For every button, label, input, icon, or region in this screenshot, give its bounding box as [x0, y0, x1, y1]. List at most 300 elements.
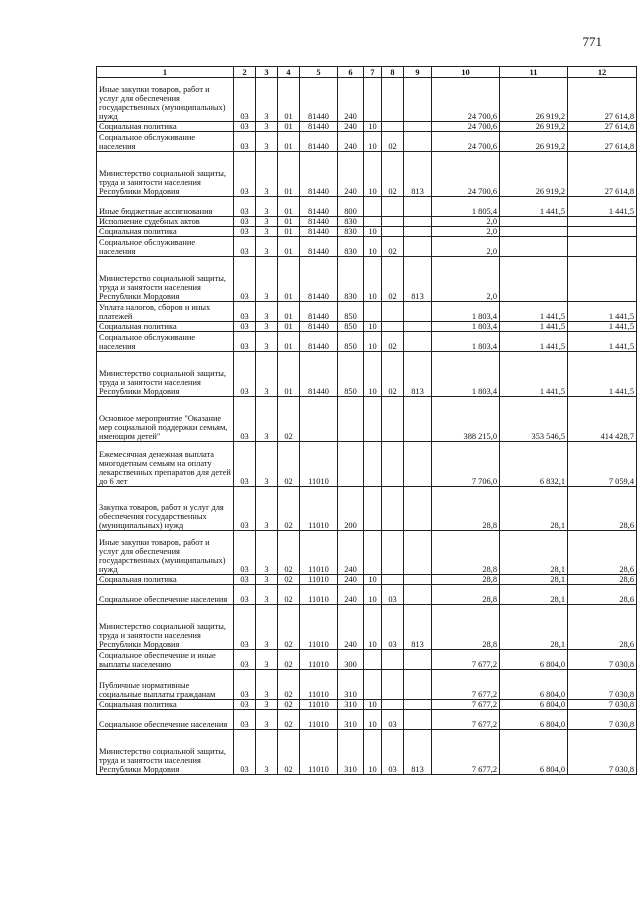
code-col6-cell: 240 [338, 122, 364, 132]
code-col6-cell: 310 [338, 710, 364, 730]
table-row [97, 78, 637, 122]
code-col9-cell [404, 78, 432, 122]
code-col7-cell: 10 [364, 352, 382, 397]
code-col5-cell: 11010 [300, 575, 338, 585]
code-col9-cell [404, 670, 432, 700]
table-row [97, 442, 637, 487]
code-col3-cell: 3 [256, 650, 278, 670]
amount-col11-cell: 6 804,0 [500, 650, 568, 670]
code-col6-cell: 830 [338, 227, 364, 237]
code-col9-cell [404, 575, 432, 585]
code-col4-cell: 02 [278, 487, 300, 531]
code-col3-cell: 3 [256, 710, 278, 730]
code-col5-cell: 81440 [300, 302, 338, 322]
table-row [97, 352, 637, 397]
table-row [97, 302, 637, 322]
code-col8-cell: 02 [382, 237, 404, 257]
column-header: 3 [256, 67, 278, 78]
column-header: 8 [382, 67, 404, 78]
code-col5-cell: 81440 [300, 197, 338, 217]
code-col2-cell: 03 [234, 332, 256, 352]
row-name-cell: Уплата налогов, сборов и иных платежей [97, 302, 234, 322]
code-col9-cell [404, 710, 432, 730]
amount-col12-cell [568, 227, 637, 237]
amount-col12-cell [568, 237, 637, 257]
code-col9-cell [404, 237, 432, 257]
code-col4-cell: 01 [278, 122, 300, 132]
amount-col11-cell: 28,1 [500, 605, 568, 650]
code-col5-cell: 81440 [300, 237, 338, 257]
amount-col12-cell: 1 441,5 [568, 302, 637, 322]
table-row [97, 197, 637, 217]
table-row [97, 585, 637, 605]
code-col3-cell: 3 [256, 78, 278, 122]
amount-col12-cell: 28,6 [568, 605, 637, 650]
code-col4-cell: 02 [278, 670, 300, 700]
table-row [97, 227, 637, 237]
column-header: 7 [364, 67, 382, 78]
amount-col12-cell: 7 030,8 [568, 670, 637, 700]
code-col4-cell: 02 [278, 700, 300, 710]
column-header: 10 [432, 67, 500, 78]
code-col4-cell: 02 [278, 605, 300, 650]
code-col9-cell [404, 397, 432, 442]
amount-col11-cell: 26 919,2 [500, 132, 568, 152]
code-col3-cell: 3 [256, 237, 278, 257]
code-col7-cell: 10 [364, 332, 382, 352]
code-col6-cell: 850 [338, 352, 364, 397]
code-col3-cell: 3 [256, 227, 278, 237]
code-col8-cell [382, 575, 404, 585]
code-col4-cell: 02 [278, 585, 300, 605]
column-header: 4 [278, 67, 300, 78]
code-col5-cell: 11010 [300, 605, 338, 650]
amount-col12-cell: 1 441,5 [568, 322, 637, 332]
code-col9-cell [404, 217, 432, 227]
code-col4-cell: 02 [278, 730, 300, 775]
column-header: 11 [500, 67, 568, 78]
amount-col10-cell: 24 700,6 [432, 122, 500, 132]
code-col8-cell [382, 700, 404, 710]
code-col7-cell [364, 78, 382, 122]
code-col4-cell: 02 [278, 397, 300, 442]
code-col7-cell [364, 302, 382, 322]
amount-col11-cell: 26 919,2 [500, 78, 568, 122]
code-col2-cell: 03 [234, 650, 256, 670]
code-col4-cell: 01 [278, 237, 300, 257]
table-row [97, 332, 637, 352]
code-col8-cell: 02 [382, 352, 404, 397]
code-col9-cell: 813 [404, 605, 432, 650]
code-col7-cell: 10 [364, 700, 382, 710]
code-col9-cell [404, 700, 432, 710]
amount-col12-cell: 414 428,7 [568, 397, 637, 442]
code-col9-cell: 813 [404, 257, 432, 302]
code-col4-cell: 02 [278, 650, 300, 670]
amount-col11-cell [500, 257, 568, 302]
code-col3-cell: 3 [256, 605, 278, 650]
table-row [97, 132, 637, 152]
code-col8-cell [382, 442, 404, 487]
amount-col12-cell: 28,6 [568, 487, 637, 531]
code-col2-cell: 03 [234, 605, 256, 650]
code-col6-cell: 200 [338, 487, 364, 531]
code-col9-cell [404, 132, 432, 152]
amount-col11-cell [500, 227, 568, 237]
amount-col10-cell: 1 803,4 [432, 352, 500, 397]
code-col8-cell: 03 [382, 730, 404, 775]
code-col8-cell [382, 78, 404, 122]
amount-col10-cell: 1 803,4 [432, 302, 500, 322]
row-name-cell: Основное мероприятие "Оказание мер социальной поддержки семьям, имеющим детей" [97, 397, 234, 442]
table-body [97, 78, 637, 775]
code-col6-cell: 240 [338, 152, 364, 197]
amount-col11-cell: 28,1 [500, 487, 568, 531]
amount-col11-cell: 1 441,5 [500, 302, 568, 322]
code-col6-cell: 240 [338, 78, 364, 122]
amount-col12-cell [568, 257, 637, 302]
code-col5-cell: 11010 [300, 650, 338, 670]
table-row [97, 122, 637, 132]
code-col6-cell: 240 [338, 605, 364, 650]
code-col7-cell: 10 [364, 237, 382, 257]
amount-col10-cell: 7 677,2 [432, 700, 500, 710]
table-row [97, 397, 637, 442]
row-name-cell: Иные закупки товаров, работ и услуг для обеспечения государственных (муниципальных) нужд [97, 78, 234, 122]
code-col3-cell: 3 [256, 700, 278, 710]
code-col4-cell: 01 [278, 332, 300, 352]
amount-col11-cell: 6 804,0 [500, 710, 568, 730]
amount-col11-cell: 1 441,5 [500, 332, 568, 352]
code-col9-cell [404, 322, 432, 332]
amount-col12-cell: 1 441,5 [568, 332, 637, 352]
code-col4-cell: 02 [278, 710, 300, 730]
code-col8-cell [382, 531, 404, 575]
code-col7-cell [364, 217, 382, 227]
amount-col12-cell: 28,6 [568, 575, 637, 585]
code-col9-cell [404, 487, 432, 531]
row-name-cell: Министерство социальной защиты, труда и занятости населения Республики Мордовия [97, 352, 234, 397]
code-col7-cell [364, 487, 382, 531]
code-col7-cell: 10 [364, 585, 382, 605]
code-col2-cell: 03 [234, 227, 256, 237]
code-col4-cell: 01 [278, 302, 300, 322]
amount-col11-cell: 6 832,1 [500, 442, 568, 487]
code-col7-cell: 10 [364, 227, 382, 237]
row-name-cell: Министерство социальной защиты, труда и занятости населения Республики Мордовия [97, 152, 234, 197]
amount-col10-cell: 7 677,2 [432, 730, 500, 775]
code-col3-cell: 3 [256, 487, 278, 531]
amount-col10-cell: 2,0 [432, 237, 500, 257]
row-name-cell: Социальное обслуживание населения [97, 132, 234, 152]
column-header: 1 [97, 67, 234, 78]
table-row [97, 710, 637, 730]
amount-col10-cell: 1 803,4 [432, 332, 500, 352]
code-col5-cell: 81440 [300, 152, 338, 197]
code-col9-cell [404, 442, 432, 487]
code-col2-cell: 03 [234, 585, 256, 605]
column-header: 2 [234, 67, 256, 78]
code-col5-cell: 11010 [300, 585, 338, 605]
code-col3-cell: 3 [256, 575, 278, 585]
column-header: 6 [338, 67, 364, 78]
code-col5-cell: 81440 [300, 257, 338, 302]
code-col7-cell: 10 [364, 710, 382, 730]
code-col5-cell: 11010 [300, 487, 338, 531]
code-col7-cell [364, 442, 382, 487]
code-col7-cell [364, 650, 382, 670]
code-col4-cell: 01 [278, 152, 300, 197]
table-row [97, 322, 637, 332]
code-col7-cell [364, 531, 382, 575]
row-name-cell: Социальная политика [97, 227, 234, 237]
amount-col11-cell: 1 441,5 [500, 322, 568, 332]
code-col8-cell [382, 217, 404, 227]
code-col8-cell [382, 397, 404, 442]
amount-col10-cell: 7 677,2 [432, 650, 500, 670]
code-col3-cell: 3 [256, 332, 278, 352]
code-col6-cell: 240 [338, 531, 364, 575]
code-col5-cell: 11010 [300, 442, 338, 487]
amount-col10-cell: 24 700,6 [432, 132, 500, 152]
code-col6-cell [338, 397, 364, 442]
code-col5-cell: 81440 [300, 332, 338, 352]
code-col7-cell: 10 [364, 605, 382, 650]
amount-col12-cell: 28,6 [568, 585, 637, 605]
code-col6-cell: 310 [338, 670, 364, 700]
code-col4-cell: 01 [278, 78, 300, 122]
code-col6-cell: 830 [338, 257, 364, 302]
code-col4-cell: 02 [278, 575, 300, 585]
code-col6-cell: 310 [338, 730, 364, 775]
code-col7-cell: 10 [364, 730, 382, 775]
amount-col10-cell: 28,8 [432, 605, 500, 650]
code-col4-cell: 01 [278, 227, 300, 237]
row-name-cell: Социальная политика [97, 122, 234, 132]
amount-col11-cell [500, 217, 568, 227]
code-col3-cell: 3 [256, 442, 278, 487]
code-col2-cell: 03 [234, 575, 256, 585]
amount-col10-cell: 7 677,2 [432, 670, 500, 700]
code-col3-cell: 3 [256, 122, 278, 132]
code-col9-cell [404, 227, 432, 237]
amount-col11-cell: 1 441,5 [500, 352, 568, 397]
code-col5-cell: 81440 [300, 132, 338, 152]
code-col5-cell: 81440 [300, 217, 338, 227]
code-col4-cell: 01 [278, 322, 300, 332]
row-name-cell: Социальное обеспечение и иные выплаты населению [97, 650, 234, 670]
amount-col10-cell: 388 215,0 [432, 397, 500, 442]
table-header-row [97, 67, 637, 78]
amount-col10-cell: 28,8 [432, 487, 500, 531]
code-col5-cell: 11010 [300, 710, 338, 730]
row-name-cell: Публичные нормативные социальные выплаты гражданам [97, 670, 234, 700]
code-col6-cell: 240 [338, 132, 364, 152]
row-name-cell: Социальное обеспечение населения [97, 585, 234, 605]
code-col2-cell: 03 [234, 257, 256, 302]
code-col8-cell [382, 322, 404, 332]
code-col5-cell: 81440 [300, 322, 338, 332]
code-col5-cell: 81440 [300, 122, 338, 132]
amount-col12-cell: 28,6 [568, 531, 637, 575]
code-col9-cell [404, 585, 432, 605]
table-row [97, 575, 637, 585]
code-col5-cell: 81440 [300, 78, 338, 122]
code-col4-cell: 01 [278, 217, 300, 227]
amount-col11-cell: 28,1 [500, 575, 568, 585]
code-col6-cell: 300 [338, 650, 364, 670]
table-row [97, 700, 637, 710]
code-col8-cell [382, 302, 404, 322]
amount-col10-cell: 2,0 [432, 257, 500, 302]
code-col8-cell [382, 122, 404, 132]
column-header: 5 [300, 67, 338, 78]
row-name-cell: Социальная политика [97, 700, 234, 710]
code-col6-cell: 850 [338, 332, 364, 352]
amount-col10-cell: 1 803,4 [432, 322, 500, 332]
amount-col10-cell: 28,8 [432, 575, 500, 585]
amount-col12-cell: 1 441,5 [568, 352, 637, 397]
code-col7-cell: 10 [364, 152, 382, 197]
amount-col11-cell: 28,1 [500, 531, 568, 575]
code-col2-cell: 03 [234, 710, 256, 730]
amount-col12-cell: 7 030,8 [568, 730, 637, 775]
code-col8-cell: 03 [382, 585, 404, 605]
code-col9-cell [404, 122, 432, 132]
amount-col12-cell: 7 030,8 [568, 710, 637, 730]
code-col9-cell [404, 197, 432, 217]
row-name-cell: Социальная политика [97, 575, 234, 585]
code-col6-cell: 850 [338, 322, 364, 332]
page-number: 771 [582, 34, 602, 49]
table-row [97, 237, 637, 257]
code-col6-cell [338, 442, 364, 487]
row-name-cell: Исполнение судебных актов [97, 217, 234, 227]
table-row [97, 605, 637, 650]
code-col6-cell: 830 [338, 237, 364, 257]
code-col4-cell: 02 [278, 531, 300, 575]
code-col8-cell [382, 197, 404, 217]
row-name-cell: Социальное обеспечение населения [97, 710, 234, 730]
code-col2-cell: 03 [234, 442, 256, 487]
amount-col11-cell: 26 919,2 [500, 152, 568, 197]
amount-col11-cell: 26 919,2 [500, 122, 568, 132]
code-col2-cell: 03 [234, 700, 256, 710]
amount-col12-cell: 27 614,8 [568, 152, 637, 197]
code-col9-cell [404, 531, 432, 575]
code-col2-cell: 03 [234, 78, 256, 122]
amount-col11-cell: 6 804,0 [500, 700, 568, 710]
row-name-cell: Министерство социальной защиты, труда и занятости населения Республики Мордовия [97, 605, 234, 650]
code-col2-cell: 03 [234, 302, 256, 322]
code-col5-cell: 81440 [300, 352, 338, 397]
code-col8-cell [382, 670, 404, 700]
code-col3-cell: 3 [256, 670, 278, 700]
table-row [97, 257, 637, 302]
code-col8-cell [382, 227, 404, 237]
code-col2-cell: 03 [234, 397, 256, 442]
code-col5-cell: 81440 [300, 227, 338, 237]
code-col7-cell: 10 [364, 575, 382, 585]
code-col8-cell [382, 650, 404, 670]
code-col8-cell: 02 [382, 132, 404, 152]
code-col3-cell: 3 [256, 322, 278, 332]
code-col2-cell: 03 [234, 531, 256, 575]
code-col8-cell: 03 [382, 710, 404, 730]
table-row [97, 670, 637, 700]
code-col2-cell: 03 [234, 322, 256, 332]
code-col5-cell [300, 397, 338, 442]
amount-col10-cell: 28,8 [432, 585, 500, 605]
row-name-cell: Социальная политика [97, 322, 234, 332]
amount-col10-cell: 7 706,0 [432, 442, 500, 487]
amount-col11-cell: 6 804,0 [500, 730, 568, 775]
code-col6-cell: 800 [338, 197, 364, 217]
code-col2-cell: 03 [234, 122, 256, 132]
code-col6-cell: 310 [338, 700, 364, 710]
code-col2-cell: 03 [234, 132, 256, 152]
row-name-cell: Закупка товаров, работ и услуг для обеспечения государственных (муниципальных) нужд [97, 487, 234, 531]
row-name-cell: Министерство социальной защиты, труда и занятости населения Республики Мордовия [97, 257, 234, 302]
amount-col10-cell: 1 805,4 [432, 197, 500, 217]
amount-col12-cell: 7 030,8 [568, 650, 637, 670]
code-col8-cell: 02 [382, 152, 404, 197]
code-col4-cell: 01 [278, 352, 300, 397]
amount-col12-cell: 27 614,8 [568, 122, 637, 132]
code-col2-cell: 03 [234, 152, 256, 197]
code-col9-cell: 813 [404, 152, 432, 197]
column-header: 9 [404, 67, 432, 78]
amount-col10-cell: 2,0 [432, 227, 500, 237]
code-col7-cell: 10 [364, 122, 382, 132]
code-col9-cell: 813 [404, 352, 432, 397]
code-col6-cell: 240 [338, 575, 364, 585]
row-name-cell: Иные закупки товаров, работ и услуг для обеспечения государственных (муниципальных) нужд [97, 531, 234, 575]
code-col3-cell: 3 [256, 352, 278, 397]
amount-col12-cell: 1 441,5 [568, 197, 637, 217]
row-name-cell: Министерство социальной защиты, труда и занятости населения Республики Мордовия [97, 730, 234, 775]
table-row [97, 531, 637, 575]
code-col7-cell [364, 670, 382, 700]
code-col4-cell: 01 [278, 197, 300, 217]
code-col7-cell: 10 [364, 322, 382, 332]
code-col9-cell [404, 302, 432, 322]
code-col3-cell: 3 [256, 257, 278, 302]
code-col7-cell [364, 397, 382, 442]
amount-col12-cell: 7 030,8 [568, 700, 637, 710]
code-col7-cell: 10 [364, 132, 382, 152]
code-col8-cell: 02 [382, 257, 404, 302]
code-col6-cell: 830 [338, 217, 364, 227]
code-col2-cell: 03 [234, 237, 256, 257]
table-row [97, 152, 637, 197]
code-col3-cell: 3 [256, 585, 278, 605]
code-col4-cell: 01 [278, 132, 300, 152]
row-name-cell: Социальное обслуживание населения [97, 237, 234, 257]
code-col3-cell: 3 [256, 152, 278, 197]
code-col9-cell [404, 650, 432, 670]
amount-col11-cell: 353 546,5 [500, 397, 568, 442]
table-row [97, 487, 637, 531]
code-col2-cell: 03 [234, 487, 256, 531]
code-col5-cell: 11010 [300, 730, 338, 775]
code-col3-cell: 3 [256, 730, 278, 775]
code-col3-cell: 3 [256, 197, 278, 217]
amount-col10-cell: 28,8 [432, 531, 500, 575]
amount-col12-cell: 27 614,8 [568, 78, 637, 122]
amount-col11-cell: 28,1 [500, 585, 568, 605]
code-col8-cell: 02 [382, 332, 404, 352]
